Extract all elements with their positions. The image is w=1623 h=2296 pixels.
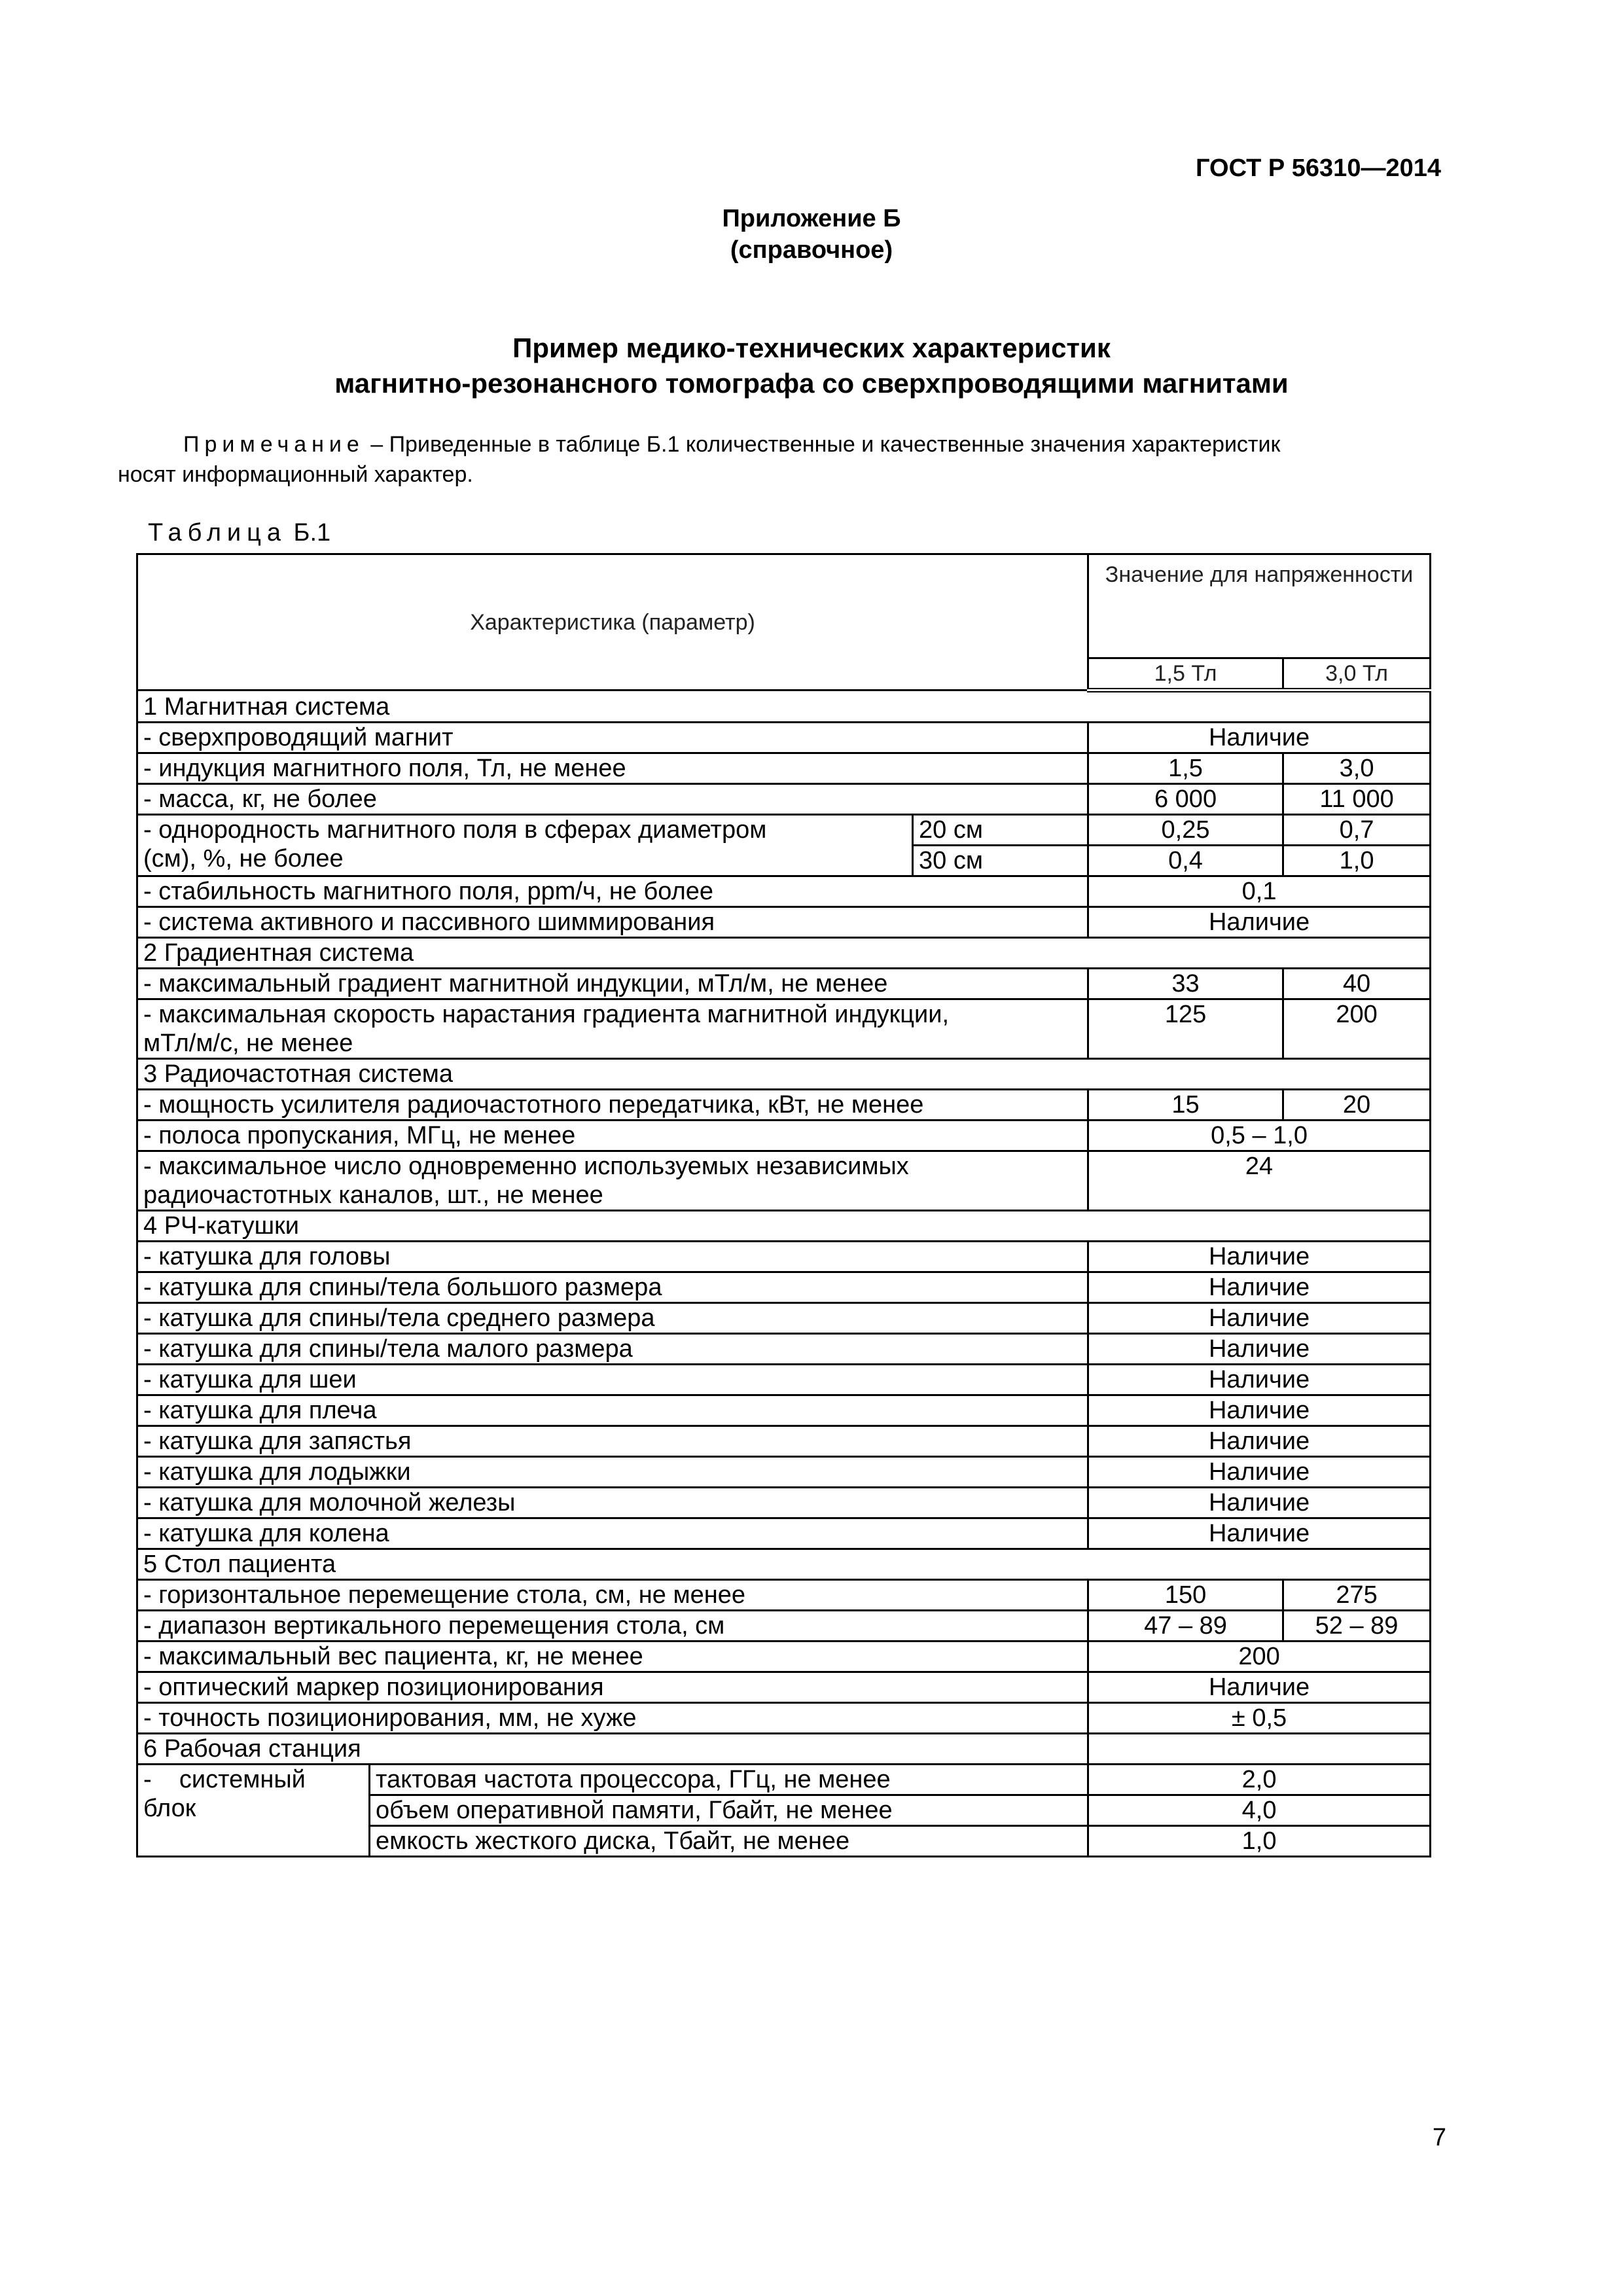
row-value-15: 1,5	[1088, 753, 1283, 784]
section-title: 2 Градиентная система	[137, 938, 1431, 969]
row-value-15: 15	[1088, 1090, 1283, 1121]
section-row	[137, 1734, 1431, 1765]
section-title: 4 РЧ-катушки	[137, 1211, 1431, 1242]
row-value-30: 200	[1283, 999, 1431, 1059]
appendix-type: (справочное)	[730, 236, 893, 264]
row-label: - точность позиционирования, мм, не хуже	[137, 1703, 1088, 1734]
row-value: Наличие	[1088, 1365, 1431, 1395]
section-title: 3 Радиочастотная система	[137, 1059, 1431, 1090]
row-value: 0,1	[1088, 876, 1431, 907]
appendix-heading	[0, 203, 1623, 266]
table-row	[137, 1611, 1431, 1641]
row-sublabel: 30 см	[913, 846, 1088, 876]
row-value-30: 11 000	[1283, 784, 1431, 815]
row-sublabel: тактовая частота процессора, ГГц, не менее	[370, 1765, 1088, 1795]
page-number: 7	[1432, 2124, 1446, 2151]
header-value-group: Значение для напряженности	[1088, 554, 1431, 658]
table-row	[137, 1395, 1431, 1426]
header-row	[137, 554, 1431, 658]
appendix-title: Приложение Б	[722, 205, 901, 232]
row-sublabel: емкость жесткого диска, Тбайт, не менее	[370, 1826, 1088, 1857]
row-label: - системный блок	[137, 1765, 370, 1857]
row-label: - горизонтальное перемещение стола, см, не менее	[137, 1580, 1088, 1611]
table-row	[137, 1272, 1431, 1303]
empty-cell	[1088, 1734, 1431, 1765]
row-label: - диапазон вертикального перемещения стола, см	[137, 1611, 1088, 1641]
row-value: Наличие	[1088, 1395, 1431, 1426]
row-label: - катушка для шеи	[137, 1365, 1088, 1395]
row-label: - максимальная скорость нарастания градиента магнитной индукции, мТл/м/с, не менее	[137, 999, 1088, 1059]
row-label: - стабильность магнитного поля, ppm/ч, не более	[137, 876, 1088, 907]
row-value: Наличие	[1088, 1488, 1431, 1518]
row-value-30: 1,0	[1283, 846, 1431, 876]
table-row	[137, 1488, 1431, 1518]
row-label: - катушка для головы	[137, 1242, 1088, 1272]
table-row	[137, 1121, 1431, 1151]
row-value: Наличие	[1088, 907, 1431, 938]
row-value: 1,0	[1088, 1826, 1431, 1857]
row-label: - катушка для плеча	[137, 1395, 1088, 1426]
row-value-30: 20	[1283, 1090, 1431, 1121]
row-value-15: 47 – 89	[1088, 1611, 1283, 1641]
table-row	[137, 1672, 1431, 1703]
table-row	[137, 1518, 1431, 1549]
table-row	[137, 1703, 1431, 1734]
section-row	[137, 1211, 1431, 1242]
table-row	[137, 1457, 1431, 1488]
row-label: - индукция магнитного поля, Тл, не менее	[137, 753, 1088, 784]
table-row	[137, 723, 1431, 753]
table-row	[137, 815, 1431, 846]
note-text-1: – Приведенные в таблице Б.1 количественные и качественные значения характеристик	[364, 432, 1281, 457]
table-row	[137, 1641, 1431, 1672]
table-caption	[148, 519, 330, 547]
row-value-30: 0,7	[1283, 815, 1431, 846]
row-label: - однородность магнитного поля в сферах диаметром (см), %, не более	[137, 815, 913, 876]
title-line-1: Пример медико-технических характеристик	[512, 332, 1111, 363]
table-row	[137, 969, 1431, 999]
row-label: - максимальное число одновременно используемых независимых радиочастотных каналов, шт., не менее	[137, 1151, 1088, 1211]
row-value: Наличие	[1088, 1672, 1431, 1703]
note	[118, 429, 1446, 490]
row-value: 24	[1088, 1151, 1431, 1211]
table-row	[137, 1242, 1431, 1272]
header-characteristic: Характеристика (параметр)	[137, 554, 1088, 691]
row-label: - сверхпроводящий магнит	[137, 723, 1088, 753]
row-value-30: 275	[1283, 1580, 1431, 1611]
row-label: - мощность усилителя радиочастотного передатчика, кВт, не менее	[137, 1090, 1088, 1121]
specs-table	[136, 553, 1431, 1857]
row-value-15: 150	[1088, 1580, 1283, 1611]
row-label: - катушка для спины/тела большого размера	[137, 1272, 1088, 1303]
row-label: - максимальный вес пациента, кг, не менее	[137, 1641, 1088, 1672]
table-row	[137, 876, 1431, 907]
table-row	[137, 753, 1431, 784]
table-row	[137, 784, 1431, 815]
row-value-15: 125	[1088, 999, 1283, 1059]
standard-number: ГОСТ Р 56310—2014	[1196, 154, 1441, 182]
row-value: Наличие	[1088, 1272, 1431, 1303]
row-label: - система активного и пассивного шиммирования	[137, 907, 1088, 938]
row-sublabel: 20 см	[913, 815, 1088, 846]
header-col-15: 1,5 Тл	[1088, 658, 1283, 691]
row-value: Наличие	[1088, 1303, 1431, 1334]
row-label: - катушка для запястья	[137, 1426, 1088, 1457]
table-row	[137, 1151, 1431, 1211]
row-value: 200	[1088, 1641, 1431, 1672]
section-row	[137, 691, 1431, 723]
table-row	[137, 1334, 1431, 1365]
row-value: 0,5 – 1,0	[1088, 1121, 1431, 1151]
note-label: Примечание	[183, 432, 365, 457]
table-row	[137, 1580, 1431, 1611]
row-label: - масса, кг, не более	[137, 784, 1088, 815]
section-row	[137, 1549, 1431, 1580]
row-value: Наличие	[1088, 1242, 1431, 1272]
row-value-15: 0,25	[1088, 815, 1283, 846]
row-label: - катушка для колена	[137, 1518, 1088, 1549]
row-value: Наличие	[1088, 1426, 1431, 1457]
row-label: - катушка для молочной железы	[137, 1488, 1088, 1518]
note-text-2: носят информационный характер.	[118, 462, 473, 487]
row-value: 2,0	[1088, 1765, 1431, 1795]
row-value-15: 0,4	[1088, 846, 1283, 876]
table-row	[137, 1426, 1431, 1457]
row-value: Наличие	[1088, 1518, 1431, 1549]
table-row	[137, 1765, 1431, 1795]
row-label: - полоса пропускания, МГц, не менее	[137, 1121, 1088, 1151]
row-label: - оптический маркер позиционирования	[137, 1672, 1088, 1703]
table-row	[137, 1303, 1431, 1334]
row-value: Наличие	[1088, 1334, 1431, 1365]
table-caption-label: Таблица	[148, 519, 287, 547]
section-row	[137, 1059, 1431, 1090]
header-col-30: 3,0 Тл	[1283, 658, 1431, 691]
section-title: 5 Стол пациента	[137, 1549, 1431, 1580]
row-label: - катушка для спины/тела среднего размера	[137, 1303, 1088, 1334]
document-title	[0, 331, 1623, 401]
row-value-30: 52 – 89	[1283, 1611, 1431, 1641]
row-value-15: 6 000	[1088, 784, 1283, 815]
section-title: 6 Рабочая станция	[137, 1734, 1088, 1765]
table-row	[137, 999, 1431, 1059]
table-row	[137, 1090, 1431, 1121]
row-value: Наличие	[1088, 1457, 1431, 1488]
row-value-30: 40	[1283, 969, 1431, 999]
row-value: 4,0	[1088, 1795, 1431, 1826]
row-value: ± 0,5	[1088, 1703, 1431, 1734]
section-title: 1 Магнитная система	[137, 691, 1431, 723]
row-label: - максимальный градиент магнитной индукции, мТл/м, не менее	[137, 969, 1088, 999]
table-caption-number: Б.1	[287, 519, 331, 547]
row-label: - катушка для лодыжки	[137, 1457, 1088, 1488]
row-sublabel: объем оперативной памяти, Гбайт, не менее	[370, 1795, 1088, 1826]
table-row	[137, 1365, 1431, 1395]
table-row	[137, 907, 1431, 938]
row-value-30: 3,0	[1283, 753, 1431, 784]
row-value: Наличие	[1088, 723, 1431, 753]
title-line-2: магнитно-резонансного томографа со сверхпроводящими магнитами	[334, 368, 1289, 399]
section-row	[137, 938, 1431, 969]
row-label: - катушка для спины/тела малого размера	[137, 1334, 1088, 1365]
row-value-15: 33	[1088, 969, 1283, 999]
